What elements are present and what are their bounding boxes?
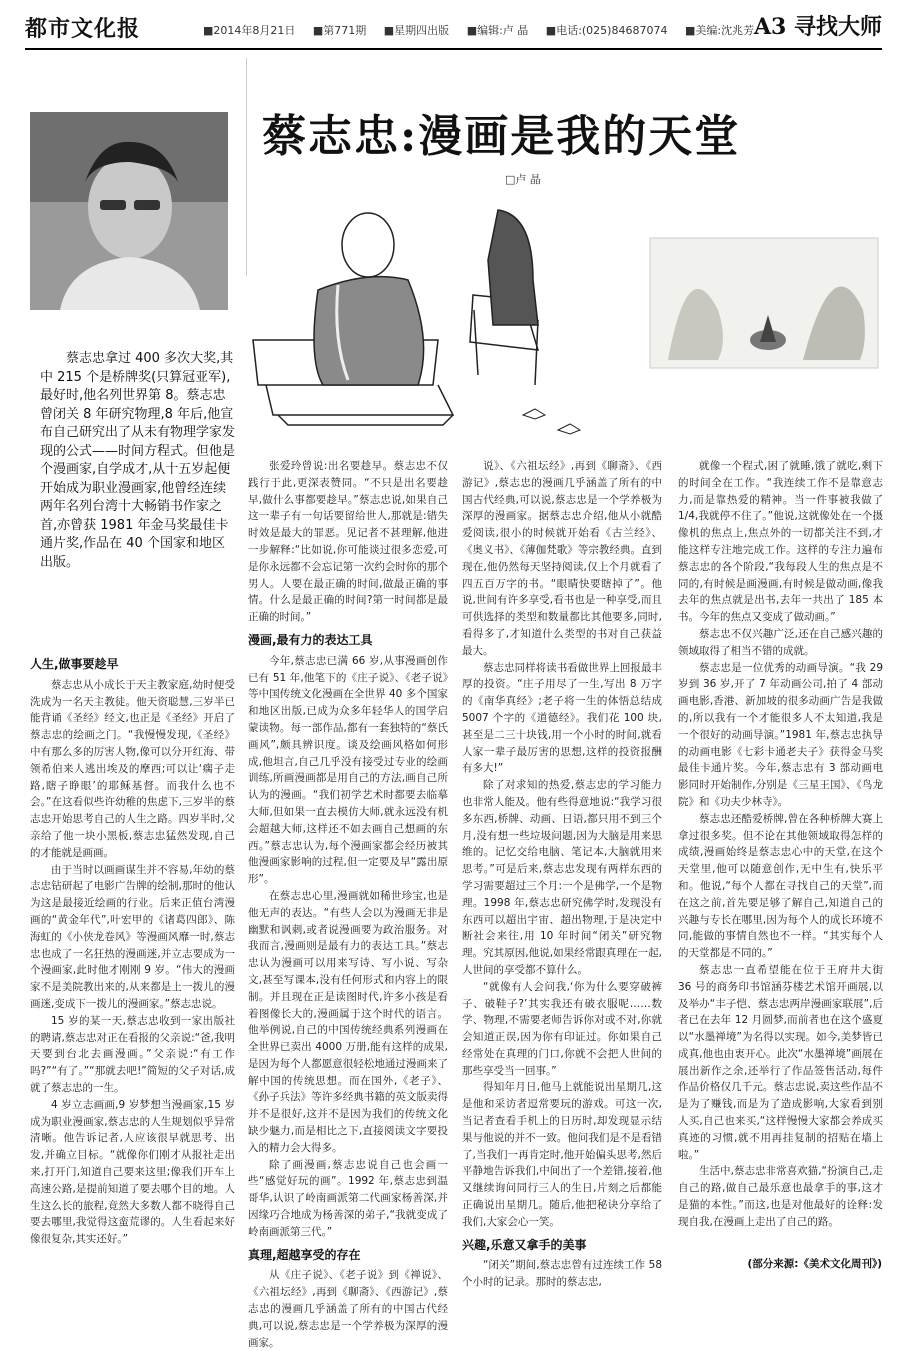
paragraph: 蔡志忠同样将读书看做世界上回报最丰厚的投资。“庄子用尽了一生,写出 8 万字的《南华真经》;老子将一生的体悟总结成 5007 个字的《道德经》。我们花 100 块,甚至是二三十块钱,用一个小时的时间,就看人家一辈子最厉害的思想,这样的投资报酬有多大!” (462, 661, 662, 775)
weekday: ■星期四出版 (383, 24, 450, 37)
divider (246, 58, 247, 276)
paragraph: 蔡志忠是一位优秀的动画导演。“我 29 岁到 36 岁,开了 7 年动画公司,拍了 4 部动画电影,香港、新加坡的很多动画广告是我做的,所以我有一个才能很多人不太知道,我是一个很好的动画导演。”1981 年,蔡志忠执导的动画电影《七彩卡通老夫子》获得金马奖最佳卡通片奖。今年,蔡志忠有 3 部动画电影同时开始制作,分别是《三星王国》、《鸟龙院》和《功夫少林寺》。 (678, 661, 883, 808)
editor: ■编辑:卢 晶 (466, 24, 529, 37)
paragraph: 从《庄子说》、《老子说》到《禅说》、《六祖坛经》,再到《聊斋》、《西游记》,蔡志忠的漫画几乎涵盖了所有的中国古代经典,可以说,蔡志忠是一个学养极为深厚的漫画家。 (248, 1269, 448, 1349)
article-byline: □卢 晶 (505, 173, 541, 186)
comic-illustrations (248, 190, 883, 445)
paragraph: 在蔡志忠心里,漫画就如稀世珍宝,也是他无声的表达。“有些人会以为漫画无非是幽默和讽刺,或者说漫画要为政治服务。对我而言,漫画则是最有力的表达工具。”蔡志忠认为漫画可以用来写诗、写小说、写杂文,甚至写课本,没有任何形式和内容上的限制。并且现在正是读图时代,许多小孩是看着图像长大的,漫画属于这个时代的语言。他举例说,自己的中国传统经典系列漫画在全世界已卖出 4000 万册,能有这样的成果,是因为每个人都愿意很轻松地通过漫画来了解中国的传统思想。而在国外,《老子》、《孙子兵法》等许多经典书籍的英文版卖得并不是很好,这并不是因为我们的传统文化缺少魅力,而是相比之下,直接阅读文字要投入的精力会大得多。 (248, 889, 448, 1154)
designer: ■美编:沈兆芳 (684, 24, 755, 37)
paragraph: 就像一个程式,困了就睡,饿了就吃,剩下的时间全在工作。“我连续工作不是靠意志力,而是靠热爱的精神。当一件事被我做了 1/4,我就停不住了。”他说,这就像处在一个摄像机的焦点上,焦点外的一切都关注不到,才能这样专注地完成工作。这样的专注力遍布蔡志忠的各个阶段,“我每段人生的焦点是不同的,有时候是画漫画,有时候是做动画,像我去年的焦点就是出书,去年一共出了 185 本书。今年的焦点又变成了做动画。” (678, 460, 883, 624)
column-2 (248, 458, 448, 1349)
author-portrait (30, 112, 228, 310)
paragraph: 蔡志忠不仅兴趣广泛,还在自己感兴趣的领域取得了相当不错的成就。 (678, 627, 883, 657)
masthead (25, 8, 882, 50)
reading-scholar-figure (470, 210, 580, 434)
paragraph: “闭关”期间,蔡志忠曾有过连续工作 58 个小时的记录。那时的蔡志忠, (462, 1259, 662, 1289)
source-footnote: (部分来源:《美术文化周刊》) (747, 1258, 882, 1270)
section-heading: 兴趣,乐意又拿手的美事 (462, 1237, 587, 1252)
paragraph: 说》、《六祖坛经》,再到《聊斋》、《西游记》,蔡志忠的漫画几乎涵盖了所有的中国古代经典,可以说,蔡志忠是一个学养极为深厚的漫画家。据蔡志忠介绍,他从小就酷爱阅读,很小的时候就开始看《古兰经》、《奥义书》、《薄伽梵歌》等宗教经典。直到现在,他仍然每天坚持阅读,仅上个月就看了四五百万字的书。“眼睛快要瞎掉了”。他说,世间有许多享受,看书也是一种享受,而且可供选择的类型和数量都比其他要多,同时,看得多了,才知道什么类型的书对自己获益最大。 (462, 460, 662, 657)
paragraph: 4 岁立志画画,9 岁梦想当漫画家,15 岁成为职业漫画家,蔡志忠的人生规划似乎异常清晰。他告诉记者,人应该很早就思考、出发,并确立目标。“就像你们刚才从报社走出来,打开门,知道自己要来这里;像我们开车上高速公路,是提前知道了要去哪个目的地。人生这么长的旅程,竟然大多数人都不晓得自己要去哪里,我觉得这蛮荒谬的。人生看起来好像很复杂,其实还好。” (30, 1098, 235, 1246)
phone: ■电话:(025)84687074 (545, 24, 668, 37)
portrait-illustration (30, 112, 228, 310)
section-heading: 人生,做事要趁早 (30, 657, 119, 671)
section-heading: 漫画,最有力的表达工具 (248, 632, 373, 647)
issue-number: ■第771期 (312, 24, 367, 37)
paragraph: 蔡志忠一直希望能在位于王府井大街 36 号的商务印书馆涵芬楼艺术馆开画展,以及举办“丰子恺、蔡志忠两岸漫画家联展”,后者已在去年 12 月圆梦,而前者也在这个盛夏以“水墨禅境”为名得以实现。如今,美梦皆已成真,他也由衷开心。此次“水墨禅境”画展在展出新作之余,还举行了作品签售活动,每件作品价格仅几千元。蔡志忠说,卖这些作品不是为了赚钱,而是为了造成影响,大家看到别人买,自己也来买,“这样慢慢大家都会养成买真迹的习惯,就不用再挂复制的招贴在墙上啦。” (678, 963, 883, 1161)
paragraph: “就像有人会问我,‘你为什么要穿破裤子、破鞋子?’其实我还有破衣服呢……数学、物理,不需要老师告诉你对或不对,你就会知道正误,因为你有印证过。你如果自己经常处在真理的门口,你就不会把人世间的那些享受当一回事。” (462, 980, 662, 1077)
page-label: A3 寻找大师 (753, 14, 882, 40)
section-heading: 真理,超越享受的存在 (248, 1247, 361, 1262)
column-1 (30, 650, 235, 1266)
paragraph: 蔡志忠还酷爱桥牌,曾在各种桥牌大赛上拿过很多奖。但不论在其他领域取得怎样的成绩,漫画始终是蔡志忠心中的天堂,在这个天堂里,他可以随意创作,无中生有,快乐平和。他说,“每个人都在寻找自己的天堂”,而在这之前,首先要足够了解自己,知道自己的兴趣与专长在哪里,因为每个人的成长环境不同,能做的事情自然也不一样。“其实每个人的天堂都是不同的。” (678, 812, 883, 960)
paper-name: 都市文化报 (25, 16, 141, 42)
paragraph: 除了对求知的热爱,蔡志忠的学习能力也非常人能及。他有些得意地说:“我学习很多东西,桥牌、动画、日语,都只用不到三个月,没有想一些垃圾问题,因为大脑是用来思维的。记忆交给电脑、笔记本,大脑就用来思考。”可是后来,蔡志忠发现有两样东西的学习需要超过三个月:一个是佛学,一个是物理。1998 年,蔡志忠研究佛学时,发现没有东西可以超出宇宙、超出物理,于是决定中断社会来往,用 10 年时间“闭关”研究物理。究其原因,他说,如果经常跟真理在一起,人世间的享受都不算什么。 (462, 779, 662, 976)
issue-date: ■2014年8月21日 (203, 24, 296, 37)
article-title: 蔡志忠:漫画是我的天堂 (262, 111, 741, 162)
masthead-info (203, 22, 768, 38)
paragraph: 今年,蔡志忠已满 66 岁,从事漫画创作已有 51 年,他笔下的《庄子说》、《老子说》等中国传统文化漫画在全世界 40 多个国家和地区出版,已成为众多年轻华人的国学启蒙读物。每一部作品,都有一套独特的“蔡氏画风”,颇具辨识度。谈及绘画风格如何形成,他坦言,自己几乎没有接受过专业的绘画训练,所画漫画都是用自己的方法,画自己所认为的漫画。“我们初学艺术时都要去临摹大师,但如果一直去模仿大师,就永远没有机会超越大师,这样还不如去画自己想画的东西。”蔡志忠认为,每个漫画家都会经历被其他漫画家影响的过程,但一定要及早“露出原形”。 (248, 654, 448, 886)
sidebar-intro: 蔡志忠拿过 400 多次大奖,其中 215 个是桥牌奖(只算冠亚军),最好时,他名列世界第 8。蔡志忠曾闭关 8 年研究物理,8 年后,他宣布自己研究出了从未有物理学家发现的公式——时间方程式。但他是个漫画家,自学成才,从十五岁起便开始成为职业漫画家,他曾经连续两年名列台湾十大畅销书作家之首,亦曾获 1981 年金马奖最佳卡通片奖,作品在 40 个国家和地区出版。 (40, 351, 236, 570)
meditating-monk-figure (253, 213, 453, 425)
paragraph: 由于当时以画画谋生并不容易,年幼的蔡志忠钻研起了电影广告牌的绘制,那时的他认为这是最接近绘画的行业。后来正值台湾漫画的“黄金年代”,叶宏甲的《诸葛四郎》、陈海虹的《小侠龙卷风》等漫画风靡一时,蔡志忠也成了一名狂热的漫画迷,并立志要成为一个漫画家,此时他才刚刚 9 岁。“伟大的漫画家不是美院教出来的,从来都是上一拨儿的漫画迷,变成下一拨儿的漫画家。”蔡志忠说。 (30, 863, 235, 1010)
illustrations (248, 190, 883, 445)
paragraph: 15 岁的某一天,蔡志忠收到一家出版社的聘请,蔡志忠对正在看报的父亲说:“爸,我明天要到台北去画漫画。”父亲说:“有工作吗?”“有了。”“那就去吧!”简短的父子对话,成就了蔡志忠的一生。 (30, 1014, 235, 1094)
ink-painting (650, 238, 878, 368)
column-3 (462, 458, 662, 1289)
paragraph: 生活中,蔡志忠非常喜欢猫,“扮演自己,走自己的路,做自己最乐意也最拿手的事,这才是猫的本性。”而这,也是对他最好的诠释:发现自我,在漫画上走出了自己的路。 (678, 1165, 883, 1228)
column-4 (678, 458, 883, 1266)
paragraph: 除了画漫画,蔡志忠说自己也会画一些“感觉好玩的画”。1992 年,蔡志忠到温哥华,认识了岭南画派第二代画家杨善深,并因缘巧合地成为杨善深的弟子,“我就变成了岭南画派第三代。” (248, 1158, 448, 1238)
paragraph: 蔡志忠从小成长于天主教家庭,幼时便受洗成为一名天主教徒。他天资聪慧,三岁半已能背诵《圣经》经文,也正是《圣经》开启了蔡志忠的绘画之门。“我慢慢发现,《圣经》中有那么多的厉害人物,像可以分开红海、带领希伯来人逃出埃及的摩西;可以让‘瘸子走路,瞎子睁眼’的耶稣基督。而我什么也不会。”在这看似些许幼稚的焦虑下,三岁半的蔡志忠开始思考自己的人生之路。四岁半时,父亲给了他一块小黑板,蔡志忠猛然发现,自己的才能就是画画。 (30, 678, 235, 859)
paragraph: 得知年月日,他马上就能说出星期几,这是他和采访者逗常要玩的游戏。可这一次,当记者查看手机上的日历时,却发现显示结果与他说的并不一致。他问我们是不是看错了,当我们一再肯定时,他开始偏头思考,然后平静地告诉我们,中间出了一个差错,接着,他又继续询问同行三人的生日,片刻之后都能正确说出星期几。随后,他把秘诀分享给了我们,大家会心一笑。 (462, 1081, 662, 1228)
paragraph: 张爱玲曾说:出名要趁早。蔡志忠不仅践行于此,更深表赞同。“不只是出名要趁早,做什么事都要趁早。”蔡志忠说,如果自己这一辈子有一句话要留给世人,那就是:错失时效是最大的罪恶。见记者不甚理解,他进一步解释:“比如说,你可能谈过很多恋爱,可是你永远都不会忘记第一次约会时你的那个男人。人要在最正确的时间,做最正确的事情。什么是最正确的时间?第一时间都是最正确的时间。” (248, 460, 448, 624)
